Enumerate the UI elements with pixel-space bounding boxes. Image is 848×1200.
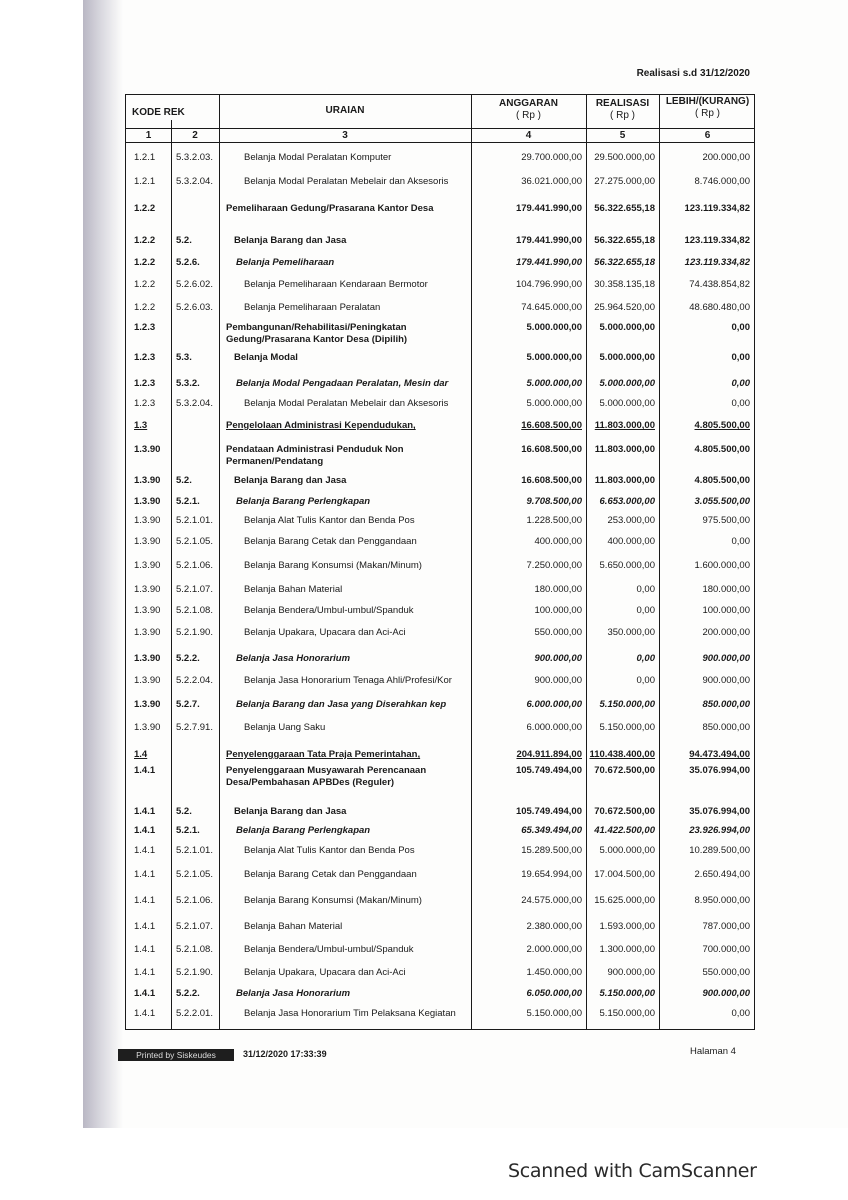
cell-uraian: Belanja Upakara, Upacara dan Aci-Aci xyxy=(244,627,406,638)
cell-kode-rek-2: 5.2.2. xyxy=(176,988,200,999)
cell-realisasi: 0,00 xyxy=(636,653,655,664)
cell-lebih-kurang: 23.926.994,00 xyxy=(689,825,750,836)
cell-kode-rek-1: 1.2.2 xyxy=(134,257,156,268)
cell-kode-rek-2: 5.2.1.90. xyxy=(176,967,213,978)
cell-realisasi: 5.150.000,00 xyxy=(599,699,655,710)
cell-anggaran: 16.608.500,00 xyxy=(521,475,582,486)
cell-uraian: Belanja Barang Perlengkapan xyxy=(236,825,371,836)
cell-uraian: Belanja Barang dan Jasa xyxy=(234,475,347,486)
cell-kode-rek-1: 1.4.1 xyxy=(134,895,156,906)
cell-anggaran: 5.000.000,00 xyxy=(526,322,582,333)
cell-kode-rek-2: 5.3.2. xyxy=(176,378,200,389)
cell-anggaran: 179.441.990,00 xyxy=(515,203,582,214)
cell-kode-rek-2: 5.2.7.91. xyxy=(176,722,213,733)
cell-lebih-kurang: 4.805.500,00 xyxy=(694,444,750,455)
cell-kode-rek-2: 5.3.2.04. xyxy=(176,176,213,187)
cell-uraian: Belanja Alat Tulis Kantor dan Benda Pos xyxy=(244,845,415,856)
cell-lebih-kurang: 4.805.500,00 xyxy=(694,475,750,486)
cell-anggaran: 29.700.000,00 xyxy=(521,152,582,163)
cell-realisasi: 70.672.500,00 xyxy=(594,806,655,817)
column-number: 4 xyxy=(525,130,532,141)
cell-kode-rek-2: 5.2.1.08. xyxy=(176,605,213,616)
cell-uraian: Belanja Modal Pengadaan Peralatan, Mesin dar xyxy=(236,378,449,389)
cell-kode-rek-1: 1.2.1 xyxy=(134,176,156,187)
cell-realisasi: 0,00 xyxy=(636,584,655,595)
cell-kode-rek-1: 1.4.1 xyxy=(134,845,156,856)
cell-kode-rek-1: 1.4 xyxy=(134,749,148,760)
cell-kode-rek-2: 5.2.1.05. xyxy=(176,869,213,880)
cell-uraian: Belanja Jasa Honorarium Tenaga Ahli/Profesi/Kor xyxy=(244,675,452,686)
cell-lebih-kurang: 0,00 xyxy=(731,398,750,409)
cell-realisasi: 25.964.520,00 xyxy=(594,302,655,313)
cell-anggaran: 2.000.000,00 xyxy=(526,944,582,955)
cell-kode-rek-1: 1.2.2 xyxy=(134,302,156,313)
cell-realisasi: 70.672.500,00 xyxy=(594,765,655,776)
column-divider xyxy=(586,95,587,1029)
cell-anggaran: 65.349.494,00 xyxy=(521,825,582,836)
cell-uraian: Belanja Barang Perlengkapan xyxy=(236,496,371,507)
cell-kode-rek-1: 1.3.90 xyxy=(134,515,161,526)
cell-uraian: Belanja Jasa Honorarium Tim Pelaksana Kegiatan xyxy=(244,1008,456,1019)
column-number: 1 xyxy=(145,130,152,141)
cell-realisasi: 11.803.000,00 xyxy=(594,444,655,455)
budget-realization-table xyxy=(125,94,755,1030)
cell-uraian: Belanja Upakara, Upacara dan Aci-Aci xyxy=(244,967,406,978)
cell-anggaran: 36.021.000,00 xyxy=(521,176,582,187)
column-number: 6 xyxy=(704,130,711,141)
cell-kode-rek-2: 5.2.1.07. xyxy=(176,921,213,932)
cell-anggaran: 900.000,00 xyxy=(534,653,582,664)
cell-realisasi: 56.322.655,18 xyxy=(594,257,655,268)
cell-kode-rek-1: 1.3.90 xyxy=(134,722,161,733)
cell-uraian: Penyelenggaraan Tata Praja Pemerintahan, xyxy=(226,749,421,760)
cell-uraian: Belanja Modal xyxy=(234,352,298,363)
cell-uraian: Belanja Jasa Honorarium xyxy=(236,653,351,664)
cell-uraian: Belanja Pemeliharaan Peralatan xyxy=(244,302,381,313)
cell-uraian: Belanja Modal Peralatan Komputer xyxy=(244,152,392,163)
cell-uraian: Belanja Barang Konsumsi (Makan/Minum) xyxy=(244,560,422,571)
cell-uraian: Belanja Bahan Material xyxy=(244,584,343,595)
cell-lebih-kurang: 2.650.494,00 xyxy=(694,869,750,880)
cell-lebih-kurang: 8.746.000,00 xyxy=(694,176,750,187)
cell-realisasi: 110.438.400,00 xyxy=(589,749,655,760)
cell-kode-rek-1: 1.4.1 xyxy=(134,988,156,999)
cell-lebih-kurang: 180.000,00 xyxy=(702,584,750,595)
cell-kode-rek-2: 5.2. xyxy=(176,235,192,246)
cell-kode-rek-2: 5.2.7. xyxy=(176,699,200,710)
cell-lebih-kurang: 123.119.334,82 xyxy=(684,203,750,214)
cell-kode-rek-1: 1.3.90 xyxy=(134,560,161,571)
cell-kode-rek-1: 1.4.1 xyxy=(134,765,156,776)
cell-lebih-kurang: 10.289.500,00 xyxy=(689,845,750,856)
cell-kode-rek-2: 5.2.6. xyxy=(176,257,200,268)
header-realisasi xyxy=(586,98,659,122)
cell-anggaran: 16.608.500,00 xyxy=(521,444,582,455)
cell-kode-rek-1: 1.4.1 xyxy=(134,806,156,817)
cell-lebih-kurang: 100.000,00 xyxy=(702,605,750,616)
cell-kode-rek-1: 1.2.2 xyxy=(134,235,156,246)
cell-kode-rek-2: 5.2.1.07. xyxy=(176,584,213,595)
cell-kode-rek-2: 5.2.2.01. xyxy=(176,1008,213,1019)
cell-kode-rek-1: 1.3.90 xyxy=(134,699,161,710)
cell-uraian: Pengelolaan Administrasi Kependudukan, xyxy=(226,420,416,431)
cell-lebih-kurang: 0,00 xyxy=(731,322,750,333)
cell-realisasi: 27.275.000,00 xyxy=(594,176,655,187)
cell-uraian: Pendataan Administrasi Penduduk Non Permanen/Pendatang xyxy=(226,444,404,467)
cell-anggaran: 5.000.000,00 xyxy=(526,352,582,363)
cell-realisasi: 5.650.000,00 xyxy=(599,560,655,571)
cell-anggaran: 6.000.000,00 xyxy=(526,722,582,733)
cell-kode-rek-2: 5.2.2.04. xyxy=(176,675,213,686)
cell-anggaran: 19.654.994,00 xyxy=(521,869,582,880)
cell-kode-rek-1: 1.2.1 xyxy=(134,152,156,163)
cell-anggaran: 179.441.990,00 xyxy=(515,235,582,246)
cell-realisasi: 1.593.000,00 xyxy=(599,921,655,932)
cell-lebih-kurang: 8.950.000,00 xyxy=(694,895,750,906)
cell-anggaran: 400.000,00 xyxy=(534,536,582,547)
cell-kode-rek-1: 1.3.90 xyxy=(134,605,161,616)
cell-kode-rek-1: 1.2.3 xyxy=(134,378,156,389)
cell-anggaran: 15.289.500,00 xyxy=(521,845,582,856)
column-number: 5 xyxy=(619,130,626,141)
cell-realisasi: 56.322.655,18 xyxy=(594,235,655,246)
cell-anggaran: 6.050.000,00 xyxy=(526,988,582,999)
cell-kode-rek-1: 1.3.90 xyxy=(134,475,161,486)
cell-kode-rek-1: 1.3.90 xyxy=(134,653,161,664)
cell-uraian: Belanja Uang Saku xyxy=(244,722,326,733)
cell-kode-rek-1: 1.4.1 xyxy=(134,967,156,978)
cell-anggaran: 900.000,00 xyxy=(534,675,582,686)
cell-uraian: Belanja Alat Tulis Kantor dan Benda Pos xyxy=(244,515,415,526)
cell-anggaran: 100.000,00 xyxy=(534,605,582,616)
cell-realisasi: 253.000,00 xyxy=(607,515,655,526)
cell-lebih-kurang: 48.680.480,00 xyxy=(689,302,750,313)
column-number: 3 xyxy=(342,130,348,141)
cell-kode-rek-1: 1.2.2 xyxy=(134,279,156,290)
cell-anggaran: 1.228.500,00 xyxy=(526,515,582,526)
cell-uraian: Belanja Jasa Honorarium xyxy=(236,988,351,999)
cell-lebih-kurang: 700.000,00 xyxy=(702,944,750,955)
cell-anggaran: 204.911.894,00 xyxy=(516,749,582,760)
cell-realisasi: 1.300.000,00 xyxy=(599,944,655,955)
header-anggaran-label: ANGGARAN xyxy=(499,98,558,109)
cell-uraian: Belanja Bendera/Umbul-umbul/Spanduk xyxy=(244,605,414,616)
cell-lebih-kurang: 94.473.494,00 xyxy=(689,749,750,760)
cell-lebih-kurang: 0,00 xyxy=(731,536,750,547)
cell-realisasi: 56.322.655,18 xyxy=(594,203,655,214)
cell-kode-rek-1: 1.4.1 xyxy=(134,869,156,880)
cell-realisasi: 5.150.000,00 xyxy=(599,988,655,999)
cell-uraian: Belanja Barang Konsumsi (Makan/Minum) xyxy=(244,895,422,906)
cell-anggaran: 105.749.494,00 xyxy=(515,806,582,817)
cell-realisasi: 5.150.000,00 xyxy=(599,722,655,733)
header-lebih-kurang xyxy=(659,96,756,120)
cell-lebih-kurang: 123.119.334,82 xyxy=(684,257,750,268)
cell-kode-rek-2: 5.2. xyxy=(176,806,192,817)
cell-kode-rek-1: 1.2.3 xyxy=(134,352,156,363)
cell-realisasi: 5.000.000,00 xyxy=(599,352,655,363)
cell-realisasi: 15.625.000,00 xyxy=(594,895,655,906)
header-kode-rek: KODE REK xyxy=(132,107,185,118)
cell-realisasi: 30.358.135,18 xyxy=(594,279,655,290)
cell-lebih-kurang: 123.119.334,82 xyxy=(684,235,750,246)
cell-kode-rek-2: 5.2.1.90. xyxy=(176,627,213,638)
cell-uraian: Belanja Barang Cetak dan Penggandaan xyxy=(244,869,417,880)
cell-realisasi: 5.000.000,00 xyxy=(599,845,655,856)
cell-anggaran: 7.250.000,00 xyxy=(526,560,582,571)
cell-kode-rek-1: 1.4.1 xyxy=(134,1008,156,1019)
header-uraian: URAIAN xyxy=(325,105,365,116)
cell-anggaran: 74.645.000,00 xyxy=(521,302,582,313)
cell-lebih-kurang: 200.000,00 xyxy=(702,152,750,163)
header-anggaran xyxy=(471,98,586,122)
cell-kode-rek-2: 5.2.6.03. xyxy=(176,302,213,313)
page-edge-shadow xyxy=(83,0,123,1128)
cell-uraian: Belanja Bahan Material xyxy=(244,921,343,932)
printed-by-badge: Printed by Siskeudes xyxy=(118,1049,234,1061)
cell-kode-rek-2: 5.2.1.01. xyxy=(176,845,213,856)
cell-lebih-kurang: 787.000,00 xyxy=(702,921,750,932)
cell-realisasi: 11.803.000,00 xyxy=(594,475,655,486)
cell-anggaran: 16.608.500,00 xyxy=(521,420,582,431)
cell-lebih-kurang: 35.076.994,00 xyxy=(689,806,750,817)
cell-kode-rek-2: 5.2.1.06. xyxy=(176,560,213,571)
cell-realisasi: 0,00 xyxy=(636,605,655,616)
cell-anggaran: 6.000.000,00 xyxy=(526,699,582,710)
cell-realisasi: 5.150.000,00 xyxy=(599,1008,655,1019)
cell-uraian: Belanja Pemeliharaan Kendaraan Bermotor xyxy=(244,279,428,290)
cell-uraian: Pembangunan/Rehabilitasi/Peningkatan Gedung/Prasarana Kantor Desa (Dipilih) xyxy=(226,322,408,345)
cell-lebih-kurang: 0,00 xyxy=(731,378,750,389)
cell-lebih-kurang: 0,00 xyxy=(731,352,750,363)
cell-lebih-kurang: 4.805.500,00 xyxy=(694,420,750,431)
cell-kode-rek-2: 5.2.1.08. xyxy=(176,944,213,955)
cell-anggaran: 9.708.500,00 xyxy=(526,496,582,507)
cell-lebih-kurang: 975.500,00 xyxy=(702,515,750,526)
cell-lebih-kurang: 0,00 xyxy=(731,1008,750,1019)
cell-uraian: Belanja Barang dan Jasa xyxy=(234,806,347,817)
cell-realisasi: 5.000.000,00 xyxy=(599,398,655,409)
cell-lebih-kurang: 900.000,00 xyxy=(702,653,750,664)
cell-realisasi: 6.653.000,00 xyxy=(599,496,655,507)
cell-kode-rek-2: 5.2.1. xyxy=(176,496,200,507)
page-number: Halaman 4 xyxy=(690,1046,736,1057)
cell-anggaran: 5.150.000,00 xyxy=(526,1008,582,1019)
cell-kode-rek-1: 1.3.90 xyxy=(134,444,161,455)
header-realisasi-label: REALISASI xyxy=(595,98,650,109)
cell-lebih-kurang: 550.000,00 xyxy=(702,967,750,978)
cell-uraian: Belanja Barang dan Jasa xyxy=(234,235,347,246)
header-divider xyxy=(126,142,754,143)
cell-anggaran: 24.575.000,00 xyxy=(521,895,582,906)
cell-kode-rek-1: 1.3 xyxy=(134,420,148,431)
cell-kode-rek-1: 1.4.1 xyxy=(134,921,156,932)
period-heading: Realisasi s.d 31/12/2020 xyxy=(636,68,750,79)
cell-anggaran: 180.000,00 xyxy=(534,584,582,595)
cell-lebih-kurang: 900.000,00 xyxy=(702,988,750,999)
cell-kode-rek-1: 1.3.90 xyxy=(134,584,161,595)
cell-kode-rek-2: 5.2.1. xyxy=(176,825,200,836)
cell-anggaran: 105.749.494,00 xyxy=(515,765,582,776)
cell-lebih-kurang: 3.055.500,00 xyxy=(694,496,750,507)
cell-anggaran: 1.450.000,00 xyxy=(526,967,582,978)
cell-lebih-kurang: 35.076.994,00 xyxy=(689,765,750,776)
cell-lebih-kurang: 200.000,00 xyxy=(702,627,750,638)
cell-realisasi: 400.000,00 xyxy=(607,536,655,547)
cell-uraian: Belanja Modal Peralatan Mebelair dan Aksesoris xyxy=(244,398,449,409)
cell-anggaran: 5.000.000,00 xyxy=(526,398,582,409)
cell-kode-rek-2: 5.2.6.02. xyxy=(176,279,213,290)
cell-anggaran: 179.441.990,00 xyxy=(515,257,582,268)
cell-kode-rek-2: 5.2.1.06. xyxy=(176,895,213,906)
cell-lebih-kurang: 1.600.000,00 xyxy=(694,560,750,571)
cell-kode-rek-1: 1.4.1 xyxy=(134,825,156,836)
column-divider xyxy=(171,120,172,1029)
cell-kode-rek-2: 5.3.2.04. xyxy=(176,398,213,409)
header-lebih-kurang-unit: ( Rp ) xyxy=(695,108,720,119)
cell-uraian: Belanja Modal Peralatan Mebelair dan Aksesoris xyxy=(244,176,449,187)
cell-realisasi: 0,00 xyxy=(636,675,655,686)
column-divider xyxy=(219,95,220,1029)
cell-lebih-kurang: 850.000,00 xyxy=(702,722,750,733)
cell-uraian: Belanja Barang Cetak dan Penggandaan xyxy=(244,536,417,547)
cell-kode-rek-1: 1.2.2 xyxy=(134,203,156,214)
cell-kode-rek-2: 5.2.2. xyxy=(176,653,200,664)
cell-kode-rek-1: 1.3.90 xyxy=(134,496,161,507)
cell-lebih-kurang: 74.438.854,82 xyxy=(689,279,750,290)
header-realisasi-unit: ( Rp ) xyxy=(610,110,635,121)
cell-kode-rek-2: 5.3.2.03. xyxy=(176,152,213,163)
column-divider xyxy=(659,95,660,1029)
cell-realisasi: 5.000.000,00 xyxy=(599,322,655,333)
cell-realisasi: 17.004.500,00 xyxy=(594,869,655,880)
cell-anggaran: 5.000.000,00 xyxy=(526,378,582,389)
header-anggaran-unit: ( Rp ) xyxy=(516,110,541,121)
camscanner-watermark: Scanned with CamScanner xyxy=(508,1160,757,1182)
cell-lebih-kurang: 850.000,00 xyxy=(702,699,750,710)
header-lebih-kurang-label: LEBIH/(KURANG) xyxy=(665,96,750,107)
cell-kode-rek-2: 5.2.1.05. xyxy=(176,536,213,547)
cell-realisasi: 900.000,00 xyxy=(607,967,655,978)
cell-uraian: Belanja Barang dan Jasa yang Diserahkan kep xyxy=(236,699,447,710)
column-divider xyxy=(471,95,472,1029)
cell-uraian: Penyelenggaraan Musyawarah Perencanaan Desa/Pembahasan APBDes (Reguler) xyxy=(226,765,427,788)
cell-realisasi: 350.000,00 xyxy=(607,627,655,638)
cell-kode-rek-1: 1.2.3 xyxy=(134,322,156,333)
cell-kode-rek-2: 5.2. xyxy=(176,475,192,486)
cell-kode-rek-1: 1.3.90 xyxy=(134,536,161,547)
cell-realisasi: 41.422.500,00 xyxy=(594,825,655,836)
cell-anggaran: 550.000,00 xyxy=(534,627,582,638)
cell-uraian: Belanja Bendera/Umbul-umbul/Spanduk xyxy=(244,944,414,955)
cell-realisasi: 11.803.000,00 xyxy=(594,420,655,431)
cell-kode-rek-2: 5.2.1.01. xyxy=(176,515,213,526)
cell-realisasi: 29.500.000,00 xyxy=(594,152,655,163)
cell-kode-rek-1: 1.3.90 xyxy=(134,627,161,638)
cell-kode-rek-1: 1.4.1 xyxy=(134,944,156,955)
cell-anggaran: 104.796.990,00 xyxy=(515,279,582,290)
cell-uraian: Pemeliharaan Gedung/Prasarana Kantor Desa xyxy=(226,203,434,214)
cell-anggaran: 2.380.000,00 xyxy=(526,921,582,932)
cell-kode-rek-1: 1.2.3 xyxy=(134,398,156,409)
print-timestamp: 31/12/2020 17:33:39 xyxy=(243,1049,327,1059)
cell-realisasi: 5.000.000,00 xyxy=(599,378,655,389)
cell-lebih-kurang: 900.000,00 xyxy=(702,675,750,686)
cell-kode-rek-1: 1.3.90 xyxy=(134,675,161,686)
cell-kode-rek-2: 5.3. xyxy=(176,352,192,363)
header-divider xyxy=(126,128,754,129)
cell-uraian: Belanja Pemeliharaan xyxy=(236,257,335,268)
column-number: 2 xyxy=(192,130,198,141)
